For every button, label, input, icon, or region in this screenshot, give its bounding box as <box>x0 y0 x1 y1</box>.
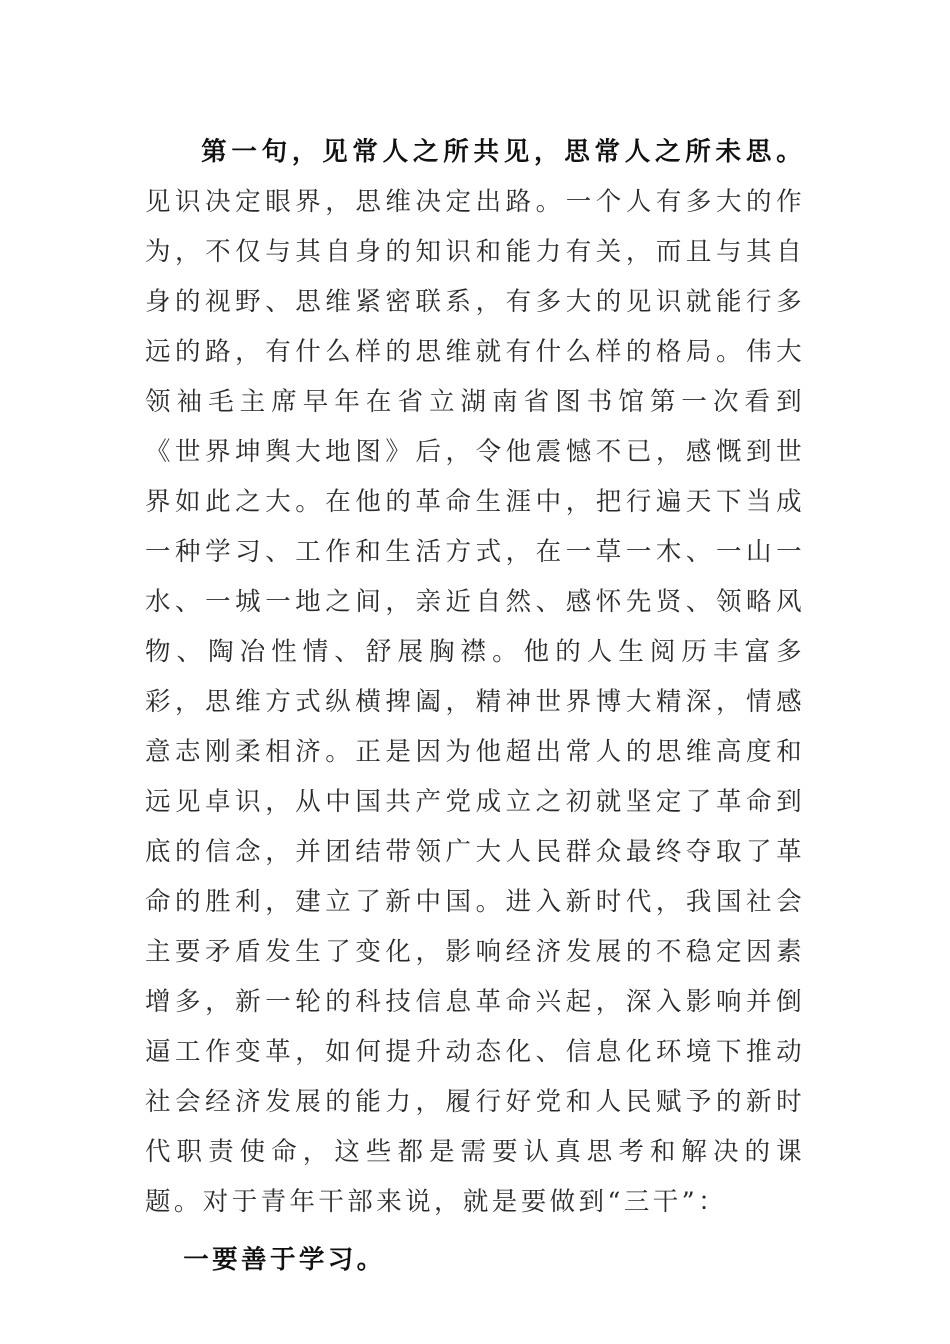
section-heading: 一要善于学习。 <box>183 1245 386 1275</box>
paragraph-1 <box>145 127 805 1227</box>
paragraph-lead: 第一句，见常人之所共见，思常人之所未思。 <box>201 137 805 167</box>
paragraph-body: 见识决定眼界，思维决定出路。一个人有多大的作为，不仅与其自身的知识和能力有关，而且与其自身的视野、思维紧密联系，有多大的见识就能行多远的路，有什么样的思维就有什么样的格局。伟大领袖毛主席早年在省立湖南省图书馆第一次看到《世界坤舆大地图》后，令他震憾不已，感慨到世界如此之大。在他的革命生涯中，把行遍天下当成一种学习、工作和生活方式，在一草一木、一山一水、一城一地之间，亲近自然、感怀先贤、领略风物、陶冶性情、舒展胸襟。他的人生阅历丰富多彩，思维方式纵横捭阖，精神世界博大精深，情感意志刚柔相济。正是因为他超出常人的思维高度和远见卓识，从中国共产党成立之初就坚定了革命到底的信念，并团结带领广大人民群众最终夺取了革命的胜利，建立了新中国。进入新时代，我国社会主要矛盾发生了变化，影响经济发展的不稳定因素增多，新一轮的科技信息革命兴起，深入影响并倒逼工作变革，如何提升动态化、信息化环境下推动社会经济发展的能力，履行好党和人民赋予的新时代职责使命，这些都是需要认真思考和解决的课题。对于青年干部来说，就是要做到“三干”： <box>145 187 805 1217</box>
document-page <box>145 127 805 1285</box>
